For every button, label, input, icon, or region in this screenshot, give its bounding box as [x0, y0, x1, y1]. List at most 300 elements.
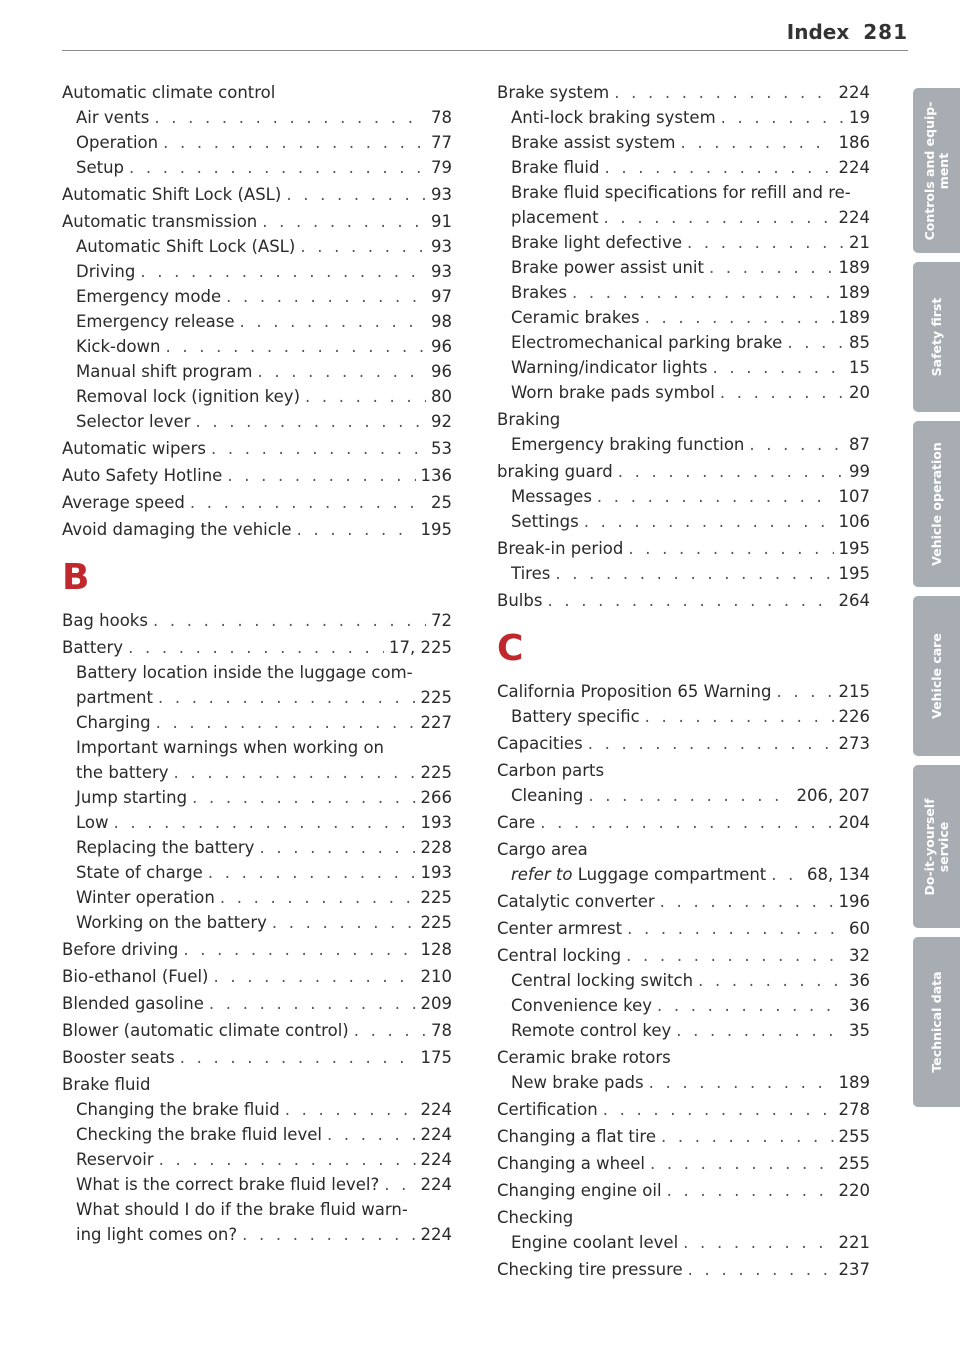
page-ref[interactable]: 195 [838, 564, 870, 583]
leader-dots [709, 255, 834, 280]
leader-dots [618, 459, 844, 484]
index-entry [497, 484, 870, 509]
entry-term: Care [497, 813, 536, 832]
entry-term: Brake assist system [511, 133, 676, 152]
leader-dots [154, 105, 426, 130]
entry-term: Certification [497, 1100, 598, 1119]
leader-dots [645, 704, 834, 729]
page-ref[interactable]: 189 [838, 1073, 870, 1092]
index-entry [62, 1097, 452, 1122]
tab-label: Safety first [928, 297, 944, 377]
entry-term: Bulbs [497, 591, 543, 610]
leader-dots [588, 783, 791, 808]
entry-term: Battery specific [511, 707, 640, 726]
page-ref[interactable]: 225 [420, 913, 452, 932]
index-entry [62, 1172, 452, 1197]
entry-term: the battery [76, 763, 169, 782]
index-entry [497, 130, 870, 155]
index-entry [62, 284, 452, 309]
index-entry [62, 409, 452, 434]
index-entry [497, 862, 870, 887]
leader-dots [776, 679, 833, 704]
entry-term: Booster seats [62, 1048, 175, 1067]
leader-dots [285, 1097, 416, 1122]
page-ref[interactable]: 224 [420, 1225, 452, 1244]
index-heading: Braking [497, 410, 561, 429]
index-entry [62, 182, 452, 207]
index-entry [497, 1230, 870, 1255]
entry-term: Reservoir [76, 1150, 154, 1169]
index-entry [497, 679, 870, 704]
tab-label: Do-it-yourself service [921, 797, 951, 896]
leader-dots [140, 259, 426, 284]
leader-dots [227, 463, 415, 488]
index-group-a [62, 80, 452, 542]
leader-dots [262, 209, 426, 234]
leader-dots [159, 1147, 416, 1172]
index-entry [62, 517, 452, 542]
tab-safety-first[interactable] [913, 262, 960, 412]
page-ref[interactable]: 17, 225 [389, 638, 452, 657]
index-entry [497, 330, 870, 355]
tab-technical-data[interactable] [913, 937, 960, 1107]
leader-dots [209, 991, 416, 1016]
page-ref[interactable]: 189 [838, 283, 870, 302]
letter-heading-c: C [497, 628, 524, 669]
page-ref[interactable]: 36 [849, 996, 870, 1015]
page-ref[interactable]: 227 [420, 713, 452, 732]
page-ref[interactable]: 224 [420, 1100, 452, 1119]
index-entry [497, 916, 870, 941]
index-entry [497, 943, 870, 968]
index-entry [497, 255, 870, 280]
leader-dots [384, 1172, 415, 1197]
index-entry [62, 309, 452, 334]
entry-term: Central locking switch [511, 971, 694, 990]
page-ref[interactable]: 80 [431, 387, 452, 406]
leader-dots [354, 1018, 426, 1043]
entry-term [511, 862, 766, 887]
leader-dots [128, 635, 384, 660]
index-heading: Ceramic brake rotors [497, 1048, 671, 1067]
leader-dots [297, 517, 416, 542]
index-entry [497, 1070, 870, 1095]
tab-do-it-yourself-service[interactable] [913, 765, 960, 928]
entry-term: State of charge [76, 863, 203, 882]
index-entry [497, 783, 870, 808]
index-entry [497, 889, 870, 914]
entry-term: Brake system [497, 83, 610, 102]
entry-term: Bio-ethanol (Fuel) [62, 967, 209, 986]
leader-dots [208, 860, 416, 885]
index-entry [62, 937, 452, 962]
page-ref[interactable]: 224 [838, 83, 870, 102]
entry-term: Emergency release [76, 312, 235, 331]
index-group-b-continued [497, 80, 870, 613]
page-ref[interactable]: 196 [838, 892, 870, 911]
page-ref[interactable]: 204 [838, 813, 870, 832]
page-ref[interactable]: 225 [420, 888, 452, 907]
index-entry [497, 810, 870, 835]
entry-term: Brakes [511, 283, 567, 302]
leader-dots [242, 1222, 415, 1247]
leader-dots [239, 309, 426, 334]
index-entry [62, 1222, 452, 1247]
index-entry [62, 810, 452, 835]
leader-dots [649, 1070, 834, 1095]
leader-dots [604, 205, 834, 230]
leader-dots [627, 916, 844, 941]
leader-dots [272, 910, 416, 935]
index-entry [62, 785, 452, 810]
tab-label: Vehicle operation [928, 442, 944, 566]
index-entry [497, 993, 870, 1018]
leader-dots [650, 1151, 834, 1176]
index-heading: Cargo area [497, 840, 588, 859]
leader-dots [220, 885, 416, 910]
entry-term: Blower (automatic climate control) [62, 1021, 349, 1040]
page-ref[interactable]: 25 [431, 493, 452, 512]
page-ref[interactable]: 85 [849, 333, 870, 352]
leader-dots [214, 964, 416, 989]
entry-term: Emergency braking function [511, 435, 745, 454]
page-ref[interactable]: 128 [420, 940, 452, 959]
entry-term: Electromechanical parking brake [511, 333, 783, 352]
leader-dots [660, 889, 834, 914]
entry-term: placement [511, 208, 599, 227]
leader-dots [195, 409, 426, 434]
index-group-b [62, 608, 452, 1247]
index-entry [62, 436, 452, 461]
page-ref[interactable]: 97 [431, 287, 452, 306]
index-entry [62, 910, 452, 935]
leader-dots [787, 330, 844, 355]
leader-dots [698, 968, 844, 993]
entry-term: Working on the battery [76, 913, 267, 932]
leader-dots [226, 284, 426, 309]
entry-term: Charging [76, 713, 151, 732]
entry-term: Messages [511, 487, 592, 506]
entry-term: Kick-down [76, 337, 161, 356]
leader-dots [680, 130, 833, 155]
page-ref[interactable]: 93 [431, 237, 452, 256]
page-ref[interactable]: 215 [838, 682, 870, 701]
tab-label: Technical data [928, 971, 944, 1073]
leader-dots [153, 608, 426, 633]
entry-term: Checking tire pressure [497, 1260, 683, 1279]
leader-dots [771, 862, 802, 887]
index-entry [497, 968, 870, 993]
entry-term: braking guard [497, 462, 613, 481]
letter-heading-b: B [62, 557, 90, 598]
entry-term: Driving [76, 262, 136, 281]
leader-dots [555, 561, 833, 586]
tab-controls-and-equipment[interactable] [913, 88, 960, 253]
page-ref[interactable]: 209 [420, 994, 452, 1013]
page-ref[interactable]: 195 [838, 539, 870, 558]
index-heading: Carbon parts [497, 761, 605, 780]
entry-term: Average speed [62, 493, 185, 512]
page-ref[interactable]: 189 [838, 258, 870, 277]
entry-term: Auto Safety Hotline [62, 466, 223, 485]
leader-dots [605, 155, 834, 180]
entry-term: Worn brake pads symbol [511, 383, 715, 402]
page-ref[interactable]: 193 [420, 863, 452, 882]
page-number: 281 [863, 20, 908, 44]
page-ref[interactable]: 36 [849, 971, 870, 990]
page-ref[interactable]: 21 [849, 233, 870, 252]
leader-dots [190, 490, 426, 515]
index-entry [62, 209, 452, 234]
index-entry [62, 991, 452, 1016]
entry-term: Low [76, 813, 109, 832]
entry-term: Tires [511, 564, 551, 583]
index-entry [497, 1257, 870, 1282]
tab-vehicle-care[interactable] [913, 596, 960, 756]
entry-term: Replacing the battery [76, 838, 255, 857]
leader-dots [166, 334, 426, 359]
page-ref[interactable]: 255 [838, 1154, 870, 1173]
entry-term: Emergency mode [76, 287, 222, 306]
page-ref[interactable]: 68, 134 [807, 865, 870, 884]
entry-term: Changing engine oil [497, 1181, 662, 1200]
page-ref[interactable]: 221 [838, 1233, 870, 1252]
entry-term: Changing a flat tire [497, 1127, 656, 1146]
index-entry [497, 80, 870, 105]
index-entry [62, 234, 452, 259]
entry-term: Changing the brake fluid [76, 1100, 280, 1119]
index-entry [62, 130, 452, 155]
page-ref[interactable]: 91 [431, 212, 452, 231]
entry-term: Setup [76, 158, 125, 177]
page-ref[interactable]: 136 [420, 466, 452, 485]
tab-vehicle-operation[interactable] [913, 421, 960, 587]
leader-dots [114, 810, 416, 835]
page-ref[interactable]: 224 [420, 1125, 452, 1144]
tab-label: Controls and equip- ment [921, 101, 951, 240]
index-entry [62, 490, 452, 515]
entry-term: Warning/indicator lights [511, 358, 708, 377]
leader-dots [657, 993, 844, 1018]
page-ref[interactable]: 278 [838, 1100, 870, 1119]
index-entry [62, 710, 452, 735]
leader-dots [626, 943, 844, 968]
page-ref[interactable]: 225 [420, 688, 452, 707]
page-ref[interactable]: 93 [431, 262, 452, 281]
page-ref[interactable]: 224 [420, 1175, 452, 1194]
index-entry [497, 1151, 870, 1176]
leader-dots [163, 130, 426, 155]
page-ref[interactable]: 264 [838, 591, 870, 610]
index-entry [62, 105, 452, 130]
index-heading: Brake fluid [62, 1075, 151, 1094]
page-ref[interactable]: 189 [838, 308, 870, 327]
page-ref[interactable]: 224 [838, 208, 870, 227]
page-ref[interactable]: 93 [431, 185, 452, 204]
index-entry [62, 155, 452, 180]
entry-term: Capacities [497, 734, 583, 753]
leader-dots [300, 234, 426, 259]
index-entry [497, 1018, 870, 1043]
page-ref[interactable]: 273 [838, 734, 870, 753]
entry-term: Center armrest [497, 919, 623, 938]
page-ref[interactable]: 186 [838, 133, 870, 152]
entry-term: Central locking [497, 946, 622, 965]
page-ref[interactable]: 77 [431, 133, 452, 152]
entry-term: Cleaning [511, 786, 584, 805]
leader-dots [597, 484, 834, 509]
index-entry [497, 731, 870, 756]
entry-term: Ceramic brakes [511, 308, 640, 327]
index-heading: Automatic climate control [62, 83, 276, 102]
entry-term: Remote control key [511, 1021, 672, 1040]
leader-dots [688, 1257, 834, 1282]
index-entry [62, 384, 452, 409]
page-ref[interactable]: 195 [420, 520, 452, 539]
page-ref[interactable]: 210 [420, 967, 452, 986]
entry-term: California Proposition 65 Warning [497, 682, 772, 701]
leader-dots [584, 509, 834, 534]
page-ref[interactable]: 92 [431, 412, 452, 431]
index-entry [497, 230, 870, 255]
entry-term: Automatic Shift Lock (ASL) [62, 185, 282, 204]
entry-term: Engine coolant level [511, 1233, 679, 1252]
entry-term: Before driving [62, 940, 179, 959]
index-entry [62, 334, 452, 359]
index-entry [62, 1122, 452, 1147]
leader-dots [259, 835, 415, 860]
index-entry [62, 964, 452, 989]
page-ref[interactable]: 32 [849, 946, 870, 965]
page-ref[interactable]: 78 [431, 108, 452, 127]
entry-term: Air vents [76, 108, 150, 127]
leader-dots [305, 384, 426, 409]
leader-dots [129, 155, 426, 180]
entry-term: ing light comes on? [76, 1225, 238, 1244]
entry-term: Changing a wheel [497, 1154, 645, 1173]
page-ref[interactable]: 226 [838, 707, 870, 726]
page-ref[interactable]: 206, 207 [796, 786, 870, 805]
leader-dots [661, 1124, 834, 1149]
page-ref[interactable]: 224 [420, 1150, 452, 1169]
leader-dots [540, 810, 833, 835]
index-entry [497, 305, 870, 330]
index-heading: Checking [497, 1208, 574, 1227]
page-ref[interactable]: 96 [431, 362, 452, 381]
index-entry [62, 1147, 452, 1172]
leader-dots [676, 1018, 844, 1043]
index-entry [62, 860, 452, 885]
index-entry [497, 1097, 870, 1122]
index-entry [497, 509, 870, 534]
index-column-right [497, 78, 870, 1282]
index-entry [62, 359, 452, 384]
page-ref[interactable]: 255 [838, 1127, 870, 1146]
index-entry [497, 1178, 870, 1203]
page-ref[interactable]: 175 [420, 1048, 452, 1067]
entry-term: Selector lever [76, 412, 191, 431]
page-ref[interactable]: 79 [431, 158, 452, 177]
page-ref[interactable]: 87 [849, 435, 870, 454]
page-ref[interactable]: 220 [838, 1181, 870, 1200]
entry-prefix: refer to [511, 865, 573, 884]
index-entry [62, 635, 452, 660]
entry-term: Settings [511, 512, 579, 531]
leader-dots [720, 380, 844, 405]
index-entry [62, 835, 452, 860]
page-ref[interactable]: 225 [420, 763, 452, 782]
page-ref[interactable]: 53 [431, 439, 452, 458]
page-ref[interactable]: 228 [420, 838, 452, 857]
index-entry [62, 685, 452, 710]
entry-term: Winter operation [76, 888, 215, 907]
index-entry [62, 760, 452, 785]
entry-term: Automatic wipers [62, 439, 206, 458]
tab-label: Vehicle care [928, 633, 944, 719]
page-ref[interactable]: 19 [849, 108, 870, 127]
page-ref[interactable]: 106 [838, 512, 870, 531]
index-column-left [62, 78, 452, 1247]
leader-dots [721, 105, 844, 130]
entry-term: Automatic Shift Lock (ASL) [76, 237, 296, 256]
index-entry [62, 885, 452, 910]
page-ref[interactable]: 78 [431, 1021, 452, 1040]
index-entry [62, 608, 452, 633]
entry-term: Break-in period [497, 539, 624, 558]
page-ref[interactable]: 193 [420, 813, 452, 832]
page-ref[interactable]: 72 [431, 611, 452, 630]
page-ref[interactable]: 98 [431, 312, 452, 331]
page-ref[interactable]: 96 [431, 337, 452, 356]
leader-dots [258, 359, 426, 384]
entry-term: Blended gasoline [62, 994, 204, 1013]
entry-term: Avoid damaging the vehicle [62, 520, 292, 539]
index-entry [62, 1018, 452, 1043]
entry-term: Manual shift program [76, 362, 253, 381]
leader-dots [174, 760, 416, 785]
page-ref[interactable]: 224 [838, 158, 870, 177]
index-entry [62, 1045, 452, 1070]
page-ref[interactable]: 35 [849, 1021, 870, 1040]
page-ref[interactable]: 107 [838, 487, 870, 506]
entry-term: Automatic transmission [62, 212, 258, 231]
page-ref[interactable]: 20 [849, 383, 870, 402]
entry-term: Jump starting [76, 788, 188, 807]
entry-term: Bag hooks [62, 611, 148, 630]
section-title: Index [786, 20, 850, 44]
leader-dots [628, 536, 833, 561]
page-ref[interactable]: 15 [849, 358, 870, 377]
page-header [787, 20, 908, 44]
leader-dots [749, 432, 844, 457]
leader-dots [667, 1178, 834, 1203]
page-ref[interactable]: 99 [849, 462, 870, 481]
index-entry [497, 561, 870, 586]
entry-term: Catalytic converter [497, 892, 655, 911]
page-ref[interactable]: 237 [838, 1260, 870, 1279]
index-heading: Brake fluid specifications for refill and re- [511, 183, 851, 202]
index-entry [497, 380, 870, 405]
page-ref[interactable]: 60 [849, 919, 870, 938]
index-entry [497, 355, 870, 380]
leader-dots [211, 436, 426, 461]
leader-dots [156, 710, 416, 735]
index-heading: What should I do if the brake fluid warn- [76, 1200, 408, 1219]
leader-dots [327, 1122, 416, 1147]
leader-dots [687, 230, 844, 255]
page-ref[interactable]: 266 [420, 788, 452, 807]
leader-dots [683, 1230, 833, 1255]
